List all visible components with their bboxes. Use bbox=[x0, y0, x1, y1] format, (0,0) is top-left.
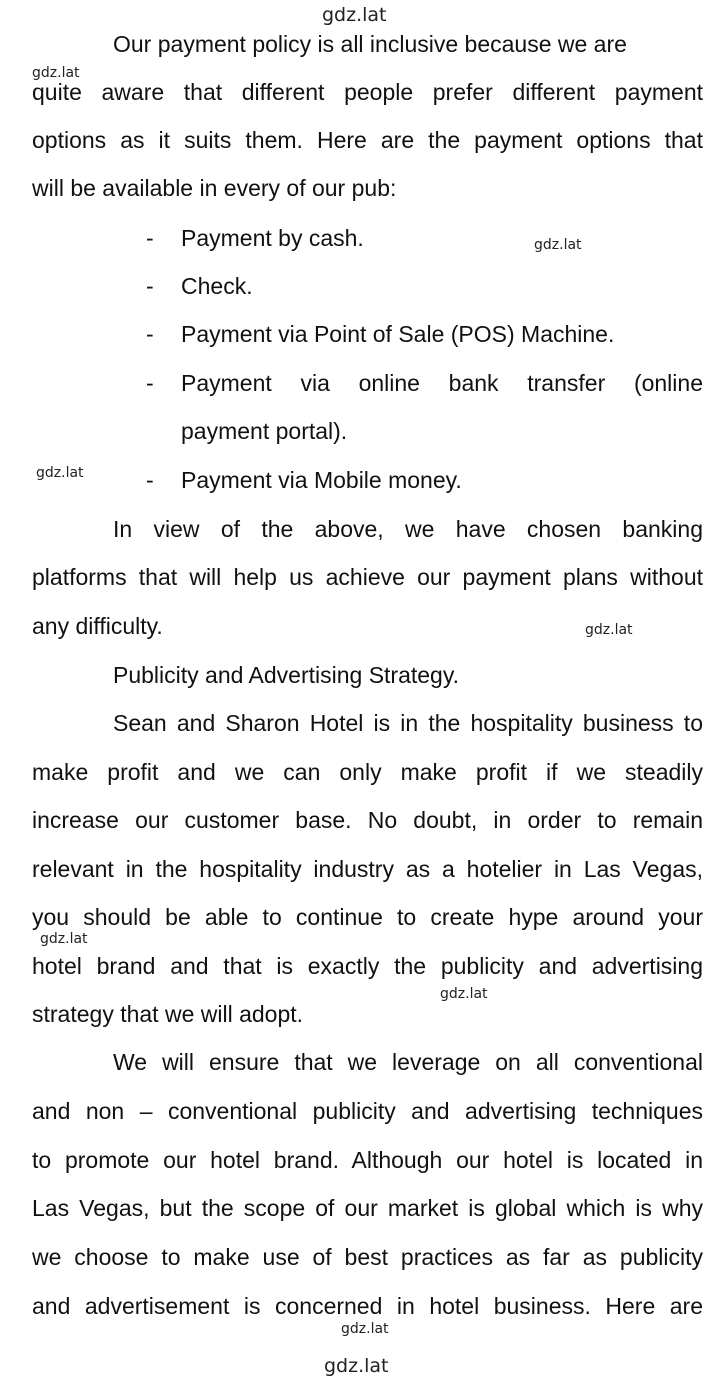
watermark: gdz.lat bbox=[32, 65, 80, 81]
watermark: gdz.lat bbox=[322, 4, 387, 26]
paragraph-line: platforms that will help us achieve our payment plans without bbox=[32, 564, 703, 590]
watermark: gdz.lat bbox=[324, 1355, 389, 1377]
paragraph-line: strategy that we will adopt. bbox=[32, 1001, 304, 1027]
watermark: gdz.lat bbox=[36, 465, 84, 481]
list-item: Payment via online bank transfer (online bbox=[181, 370, 703, 396]
list-bullet: - bbox=[146, 225, 154, 251]
paragraph-line: relevant in the hospitality industry as a hotelier in Las Vegas, bbox=[32, 856, 703, 882]
list-item: Payment by cash. bbox=[181, 225, 364, 251]
paragraph-line: make profit and we can only make profit if we steadily bbox=[32, 759, 703, 785]
paragraph-line: We will ensure that we leverage on all conventional bbox=[113, 1049, 703, 1075]
list-item: Payment via Mobile money. bbox=[181, 467, 462, 493]
watermark: gdz.lat bbox=[341, 1321, 389, 1337]
list-item: Check. bbox=[181, 273, 253, 299]
paragraph-line: to promote our hotel brand. Although our hotel is located in bbox=[32, 1147, 703, 1173]
list-bullet: - bbox=[146, 273, 154, 299]
paragraph-line: Las Vegas, but the scope of our market is global which is why bbox=[32, 1195, 703, 1221]
list-item-continued: payment portal). bbox=[181, 418, 348, 444]
paragraph-line: and non – conventional publicity and advertising techniques bbox=[32, 1098, 703, 1124]
paragraph-line: Our payment policy is all inclusive because we are bbox=[113, 31, 627, 57]
paragraph-line: hotel brand and that is exactly the publicity and advertising bbox=[32, 953, 703, 979]
watermark: gdz.lat bbox=[440, 986, 488, 1002]
paragraph-line: increase our customer base. No doubt, in order to remain bbox=[32, 807, 703, 833]
watermark: gdz.lat bbox=[40, 931, 88, 947]
list-bullet: - bbox=[146, 370, 154, 396]
watermark: gdz.lat bbox=[534, 237, 582, 253]
paragraph-line: any difficulty. bbox=[32, 613, 163, 639]
paragraph-line: and advertisement is concerned in hotel business. Here are bbox=[32, 1293, 703, 1319]
paragraph-line: will be available in every of our pub: bbox=[32, 175, 397, 201]
paragraph-line: quite aware that different people prefer different payment bbox=[32, 79, 703, 105]
watermark: gdz.lat bbox=[585, 622, 633, 638]
paragraph-line: options as it suits them. Here are the payment options that bbox=[32, 127, 703, 153]
paragraph-line: you should be able to continue to create hype around your bbox=[32, 904, 703, 930]
section-heading: Publicity and Advertising Strategy. bbox=[113, 662, 460, 688]
paragraph-line: In view of the above, we have chosen banking bbox=[113, 516, 703, 542]
list-item: Payment via Point of Sale (POS) Machine. bbox=[181, 321, 615, 347]
paragraph-line: Sean and Sharon Hotel is in the hospitality business to bbox=[113, 710, 703, 736]
list-bullet: - bbox=[146, 467, 154, 493]
paragraph-line: we choose to make use of best practices as far as publicity bbox=[32, 1244, 703, 1270]
list-bullet: - bbox=[146, 321, 154, 347]
